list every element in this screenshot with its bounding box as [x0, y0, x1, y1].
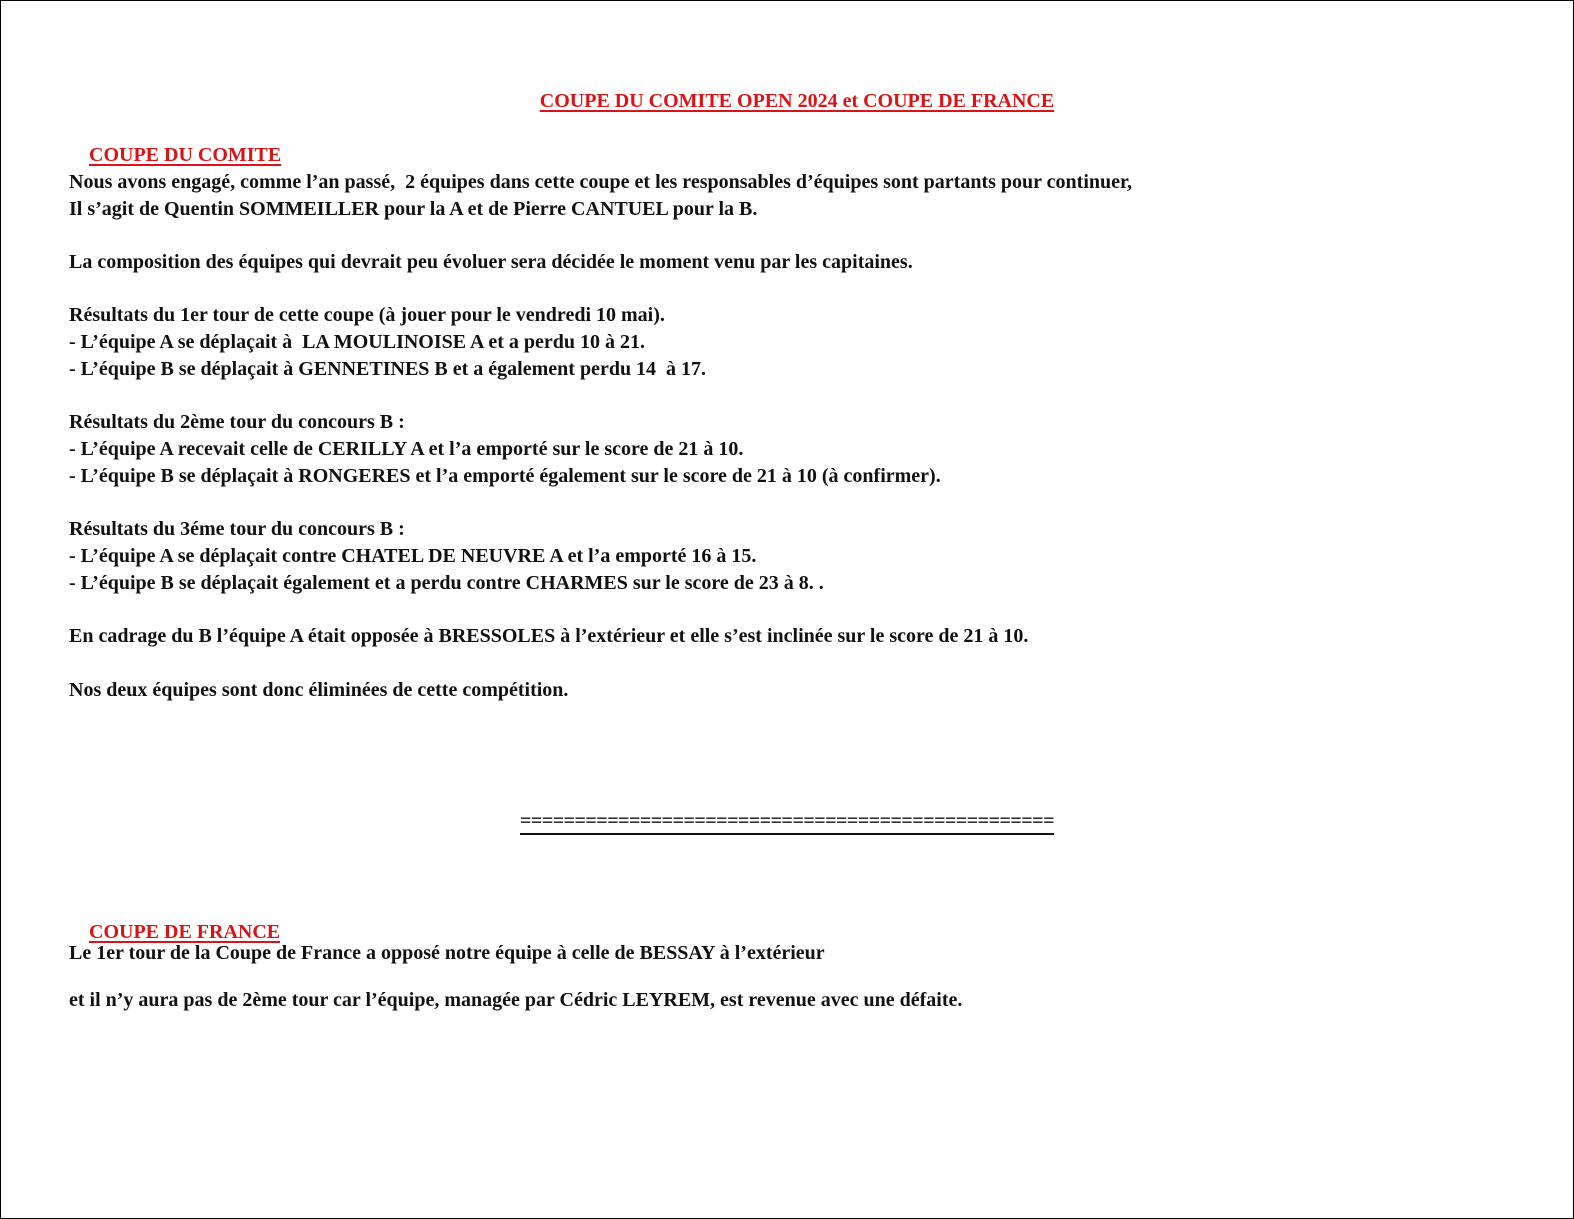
paragraph-line: En cadrage du B l’équipe A était opposée à BRESSOLES à l’extérieur et elle s’est inclinée sur le score de 21 à 10.: [69, 625, 1029, 647]
paragraph-line: Le 1er tour de la Coupe de France a opposé notre équipe à celle de BESSAY à l’extérieur: [69, 942, 825, 964]
section-heading-text: COUPE DE FRANCE: [89, 921, 281, 943]
paragraph-line: - L’équipe A recevait celle de CERILLY A et l’a emporté sur le score de 21 à 10.: [69, 438, 744, 460]
paragraph-line: Nos deux équipes sont donc éliminées de cette compétition.: [69, 679, 569, 701]
paragraph-line: - L’équipe B se déplaçait également et a perdu contre CHARMES sur le score de 23 à 8. .: [69, 572, 824, 594]
paragraph-line: Résultats du 1er tour de cette coupe (à jouer pour le vendredi 10 mai).: [69, 304, 665, 326]
paragraph-line: - L’équipe B se déplaçait à GENNETINES B et a également perdu 14 à 17.: [69, 358, 707, 380]
paragraph-line: - L’équipe B se déplaçait à RONGERES et l’a emporté également sur le score de 21 à 10 (à confirmer).: [69, 465, 941, 487]
paragraph-line: Résultats du 3éme tour du concours B :: [69, 518, 405, 540]
separator-line: =================================================: [520, 810, 1054, 832]
paragraph-line: La composition des équipes qui devrait peu évoluer sera décidée le moment venu par les capitaines.: [69, 251, 913, 273]
paragraph-line: Nous avons engagé, comme l’an passé, 2 équipes dans cette coupe et les responsables d’équipes sont partants pour continuer,: [69, 171, 1133, 193]
paragraph-line: et il n’y aura pas de 2ème tour car l’équipe, managée par Cédric LEYREM, est revenue avec une défaite.: [69, 989, 963, 1011]
paragraph-line: Il s’agit de Quentin SOMMEILLER pour la A et de Pierre CANTUEL pour la B.: [69, 198, 758, 220]
section-heading-text: COUPE DU COMITE: [89, 144, 282, 166]
page-title-text: COUPE DU COMITE OPEN 2024 et COUPE DE FRANCE: [539, 90, 1055, 112]
paragraph-line: - L’équipe A se déplaçait contre CHATEL DE NEUVRE A et l’a emporté 16 à 15.: [69, 545, 757, 567]
paragraph-line: - L’équipe A se déplaçait à LA MOULINOISE A et a perdu 10 à 21.: [69, 331, 645, 353]
paragraph-line: Résultats du 2ème tour du concours B :: [69, 411, 405, 433]
